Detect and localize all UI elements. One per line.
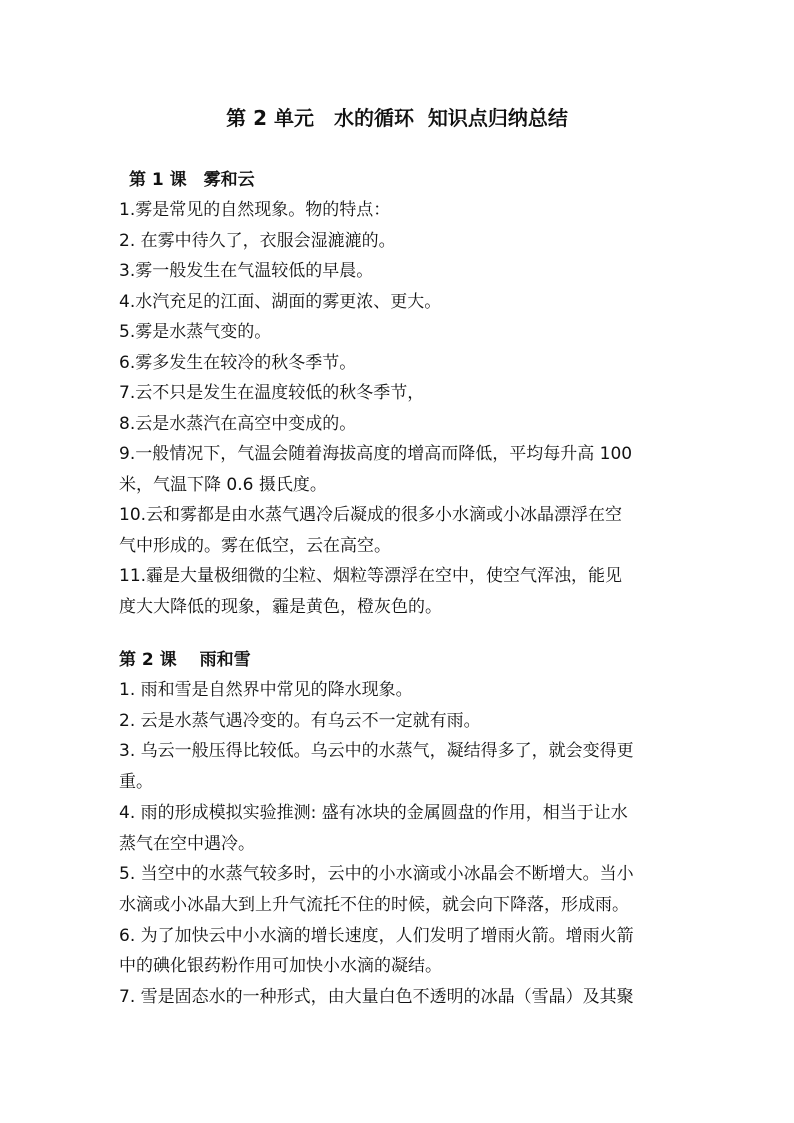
list-item: 6. 为了加快云中小水滴的增长速度，人们发明了增雨火箭。增雨火箭 [119, 925, 634, 946]
lesson-2-heading: 第 2 课 雨和雪 [119, 650, 251, 670]
list-item: 8.云是水蒸汽在高空中变成的。 [119, 413, 357, 434]
list-item: 3.雾一般发生在气温较低的早晨。 [119, 261, 374, 281]
list-item: 5. 当空中的水蒸气较多时，云中的小水滴或小冰晶会不断增大。当小 [119, 864, 634, 885]
list-item: 6.雾多发生在较冷的秋冬季节。 [119, 352, 357, 373]
list-item-continuation: 度大大降低的现象，霾是黄色，橙灰色的。 [119, 596, 442, 617]
lesson-1-heading: 第 1 课 雾和云 [129, 170, 255, 190]
list-item: 2. 云是水蒸气遇冷变的。有乌云不一定就有雨。 [119, 710, 481, 731]
list-item: 2. 在雾中待久了，衣服会湿漉漉的。 [119, 230, 396, 251]
document-title: 第 2 单元 水的循环 知识点归纳总结 [226, 106, 568, 130]
list-item: 1. 雨和雪是自然界中常见的降水现象。 [119, 680, 413, 700]
list-item: 5.雾是水蒸气变的。 [119, 322, 272, 342]
list-item-continuation: 中的碘化银药粉作用可加快小水滴的凝结。 [119, 956, 442, 977]
list-item-continuation: 米，气温下降 0.6 摄氏度。 [119, 474, 327, 495]
list-item: 4.水汽充足的江面、湖面的雾更浓、更大。 [119, 291, 442, 312]
list-item: 1.雾是常见的自然现象。物的特点： [119, 200, 391, 220]
list-item: 4. 雨的形成模拟实验推测: 盛有冰块的金属圆盘的作用，相当于让水 [119, 802, 628, 823]
list-item-continuation: 蒸气在空中遇冷。 [119, 833, 255, 854]
list-item: 9.一般情况下，气温会随着海拔高度的增高而降低，平均每升高 100 [119, 444, 633, 464]
list-item: 7. 雪是固态水的一种形式，由大量白色不透明的冰晶（雪晶）及其聚 [119, 987, 634, 1007]
list-item-continuation: 重。 [119, 772, 153, 793]
list-item: 11.霾是大量极细微的尘粒、烟粒等漂浮在空中，使空气浑浊，能见 [119, 566, 623, 586]
list-item: 3. 乌云一般压得比较低。乌云中的水蒸气，凝结得多了，就会变得更 [119, 741, 634, 762]
list-item: 7.云不只是发生在温度较低的秋冬季节， [119, 383, 425, 403]
list-item: 10.云和雾都是由水蒸气遇冷后凝成的很多小水滴或小冰晶漂浮在空 [119, 505, 623, 525]
list-item-continuation: 气中形成的。雾在低空，云在高空。 [119, 535, 391, 556]
list-item-continuation: 水滴或小冰晶大到上升气流托不住的时候，就会向下降落，形成雨。 [119, 894, 629, 915]
